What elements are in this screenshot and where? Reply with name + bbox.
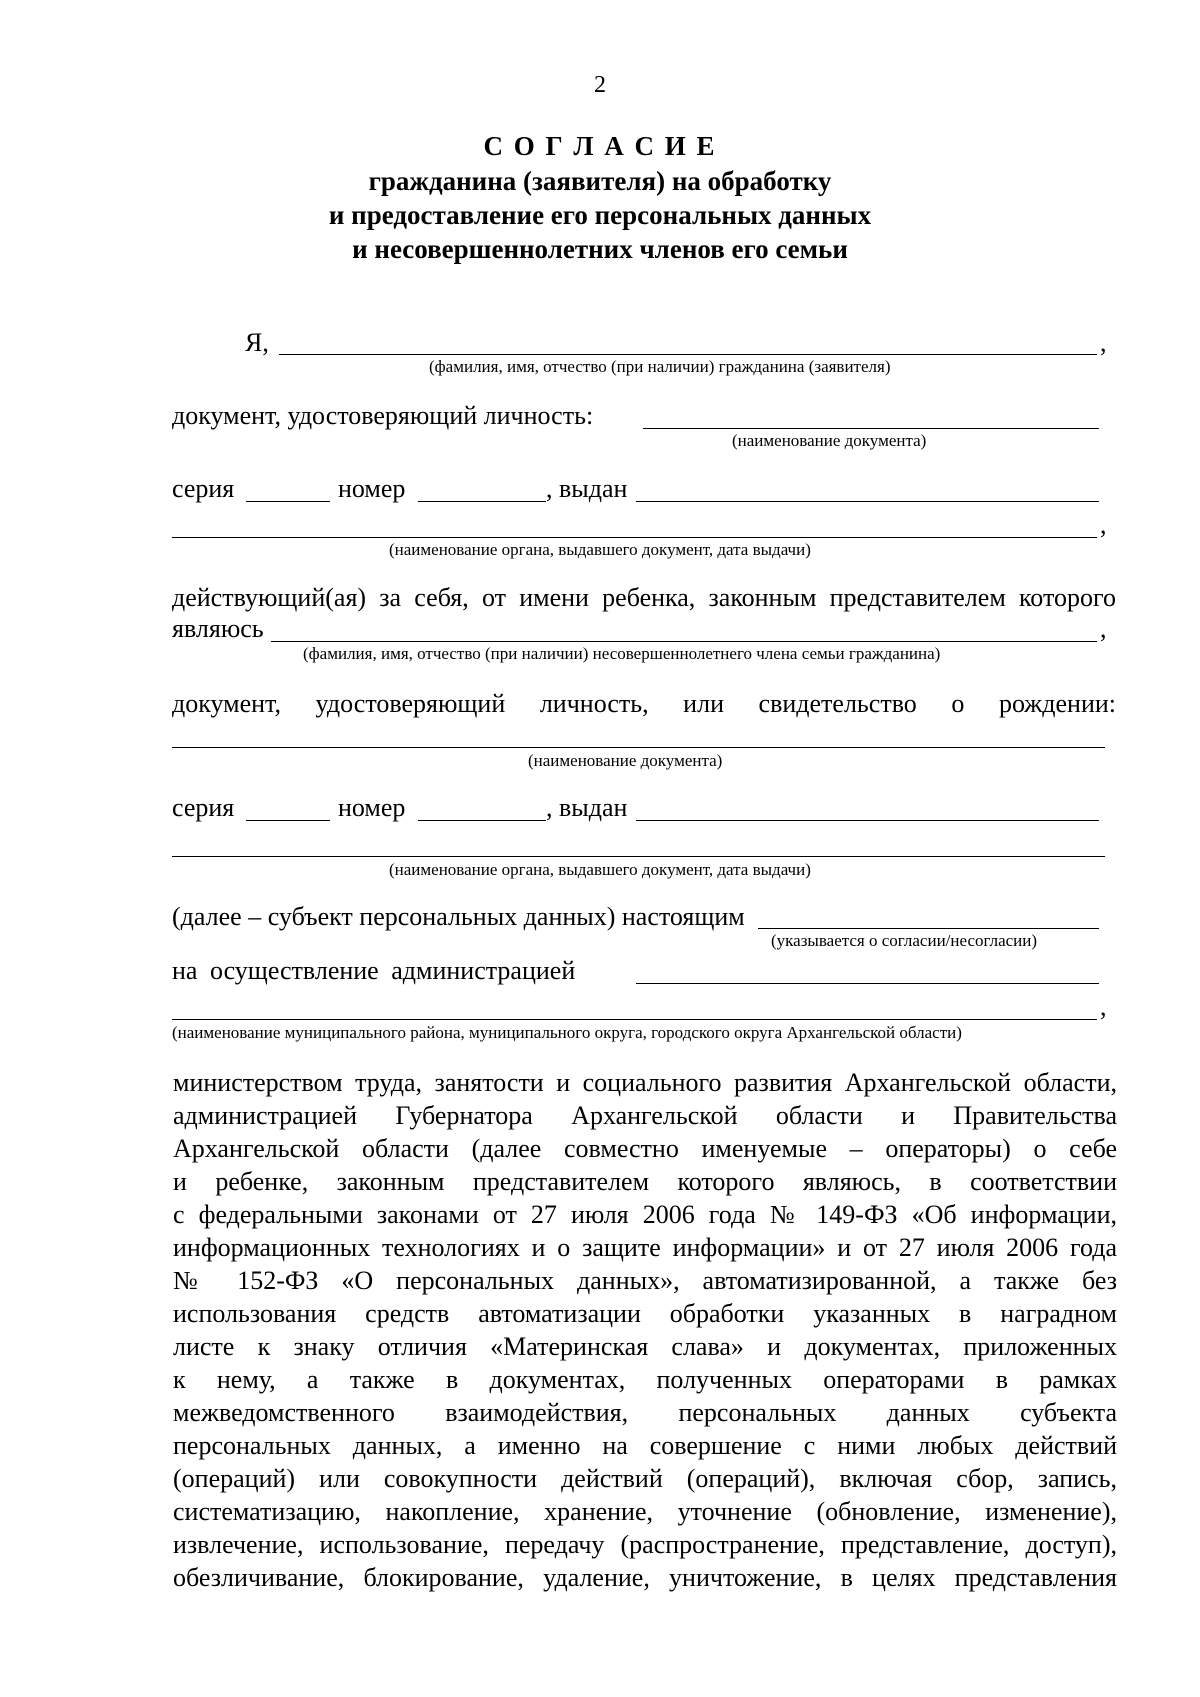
caption-issuer: (наименование органа, выдавшего документ, дата выдачи)	[389, 540, 811, 559]
child-doc-name-field-line[interactable]	[172, 747, 1105, 748]
number-field-line-2[interactable]	[418, 820, 546, 821]
am-label: являюсь	[172, 614, 264, 643]
issued-field-line[interactable]	[636, 501, 1099, 502]
child-fio-comma: ,	[1100, 614, 1107, 643]
admin-label: на осуществление администрацией	[172, 956, 576, 985]
caption-municipality: (наименование муниципального района, муниципального округа, городского округа Архангельской области)	[172, 1023, 962, 1042]
caption-doc-name: (наименование документа)	[732, 431, 927, 450]
issued-label: , выдан	[546, 474, 628, 503]
issued-label-2: , выдан	[546, 793, 628, 822]
caption-consent: (указывается о согласии/несогласии)	[771, 931, 1038, 950]
number-label: номер	[338, 474, 406, 503]
body-line: информационных технологиях и о защите информации» и от 27 июля 2006 года	[173, 1233, 1117, 1262]
municipality-comma: ,	[1100, 992, 1107, 1021]
body-line: листе к знаку отличия «Материнская слава» и документах, приложенных	[173, 1332, 1117, 1361]
series-field-line[interactable]	[246, 501, 330, 502]
page-number: 2	[594, 72, 606, 98]
body-line: и ребенке, законным представителем которого являюсь, в соответствии	[173, 1167, 1117, 1196]
body-line: № 152-ФЗ «О персональных данных», автоматизированной, а также без	[173, 1266, 1117, 1295]
body-line: использования средств автоматизации обработки указанных в наградном	[173, 1299, 1117, 1328]
caption-fio: (фамилия, имя, отчество (при наличии) гражданина (заявителя)	[429, 357, 891, 376]
child-fio-field-line[interactable]	[271, 641, 1097, 642]
document-title: С О Г Л А С И Е	[483, 131, 717, 161]
subject-label: (далее – субъект персональных данных) настоящим	[172, 902, 745, 931]
body-line: межведомственного взаимодействия, персональных данных субъекта	[173, 1398, 1117, 1427]
body-line: (операций) или совокупности действий (операций), включая сбор, запись,	[173, 1464, 1117, 1493]
i-label: Я,	[245, 328, 269, 357]
issued-field-line-2[interactable]	[636, 820, 1099, 821]
issuer-field-line[interactable]	[172, 537, 1097, 538]
series-label: серия	[172, 474, 235, 503]
body-line: к нему, а также в документах, полученных операторами в рамках	[173, 1365, 1117, 1394]
municipality-field-line[interactable]	[172, 1019, 1097, 1020]
body-line: извлечение, использование, передачу (распространение, представление, доступ),	[173, 1530, 1117, 1559]
body-line: с федеральными законами от 27 июля 2006 года № 149-ФЗ «Об информации,	[173, 1200, 1117, 1229]
caption-child-doc-name: (наименование документа)	[528, 751, 723, 770]
body-line: обезличивание, блокирование, удаление, уничтожение, в целях представления	[173, 1563, 1117, 1592]
series-label-2: серия	[172, 793, 235, 822]
issuer-field-line-2[interactable]	[172, 856, 1105, 857]
number-label-2: номер	[338, 793, 406, 822]
series-field-line-2[interactable]	[246, 820, 330, 821]
body-line: администрацией Губернатора Архангельской области и Правительства	[173, 1101, 1117, 1130]
consent-field-line[interactable]	[758, 928, 1099, 929]
doc-name-field-line[interactable]	[643, 428, 1099, 429]
caption-child-fio: (фамилия, имя, отчество (при наличии) несовершеннолетнего члена семьи гражданина)	[303, 644, 941, 663]
body-line: Архангельской области (далее совместно именуемые – операторы) о себе	[173, 1134, 1117, 1163]
doc-label: документ, удостоверяющий личность:	[172, 401, 594, 430]
title-line-3: и несовершеннолетних членов его семьи	[352, 234, 848, 264]
consent-body-text	[173, 1068, 1117, 1596]
child-doc-label: документ, удостоверяющий личность, или свидетельство о рождении:	[172, 689, 1116, 718]
number-field-line[interactable]	[418, 501, 546, 502]
issuer-comma: ,	[1100, 510, 1107, 539]
title-line-2: и предоставление его персональных данных	[328, 200, 872, 230]
admin-field-line[interactable]	[636, 983, 1099, 984]
body-line: министерством труда, занятости и социального развития Архангельской области,	[173, 1068, 1117, 1097]
fio-comma: ,	[1100, 328, 1107, 357]
title-line-1: гражданина (заявителя) на обработку	[368, 166, 832, 196]
acting-text: действующий(ая) за себя, от имени ребенка, законным представителем которого	[172, 583, 1116, 612]
caption-issuer-2: (наименование органа, выдавшего документ, дата выдачи)	[389, 860, 811, 879]
body-line: систематизацию, накопление, хранение, уточнение (обновление, изменение),	[173, 1497, 1117, 1526]
fio-field-line[interactable]	[279, 354, 1097, 355]
body-line: персональных данных, а именно на совершение с ними любых действий	[173, 1431, 1117, 1460]
